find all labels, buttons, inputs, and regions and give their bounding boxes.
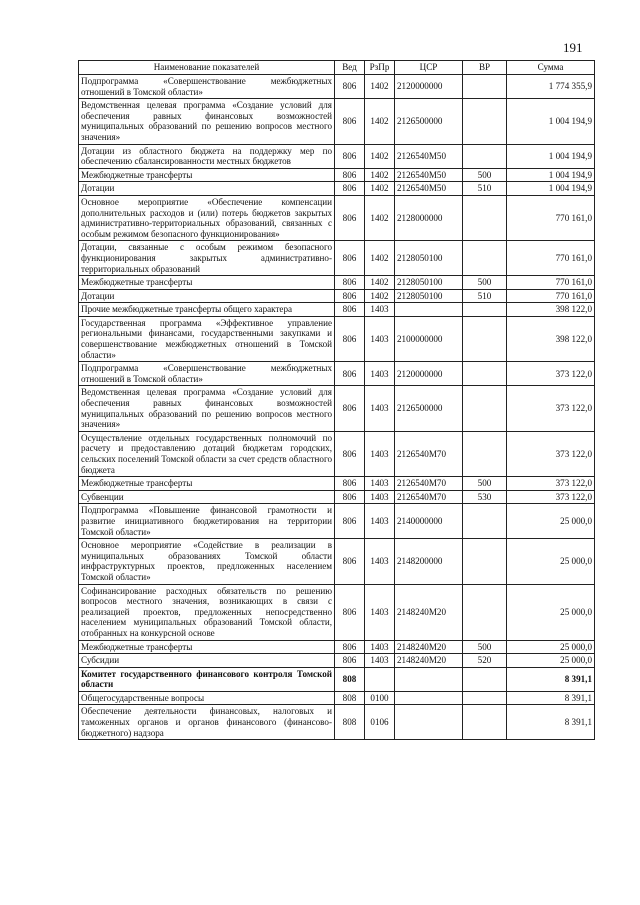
row-rzpr: 1403 xyxy=(365,539,395,584)
row-sum: 25 000,0 xyxy=(507,539,595,584)
row-vr xyxy=(463,241,507,276)
row-csr: 2100000000 xyxy=(395,316,463,361)
row-vr xyxy=(463,303,507,317)
table-row xyxy=(79,705,595,740)
row-sum: 25 000,0 xyxy=(507,654,595,668)
row-sum: 1 004 194,9 xyxy=(507,168,595,182)
row-rzpr: 1403 xyxy=(365,431,395,476)
row-ved: 806 xyxy=(335,276,365,290)
row-rzpr: 1403 xyxy=(365,316,395,361)
table-row xyxy=(79,386,595,431)
row-vr: 500 xyxy=(463,168,507,182)
row-ved: 806 xyxy=(335,490,365,504)
row-sum: 1 774 355,9 xyxy=(507,75,595,99)
row-csr: 2128000000 xyxy=(395,195,463,240)
row-rzpr: 1402 xyxy=(365,182,395,196)
row-vr: 530 xyxy=(463,490,507,504)
row-name: Основное мероприятие «Обеспечение компенсации дополнительных расходов и (или) потерь бюджетов закрытых административно-территориальных образований, связанных с особым режимом безопасного функционирования» xyxy=(79,195,335,240)
row-name: Общегосударственные вопросы xyxy=(79,691,335,705)
row-name: Обеспечение деятельности финансовых, налоговых и таможенных органов и органов финансового (финансово-бюджетного) надзора xyxy=(79,705,335,740)
row-vr xyxy=(463,705,507,740)
row-ved: 808 xyxy=(335,705,365,740)
row-csr: 2126540M50 xyxy=(395,144,463,168)
row-sum: 770 161,0 xyxy=(507,195,595,240)
row-name: Межбюджетные трансферты xyxy=(79,477,335,491)
row-rzpr: 1402 xyxy=(365,75,395,99)
row-name: Подпрограмма «Повышение финансовой грамотности и развитие инициативного бюджетирования на территории Томской области» xyxy=(79,504,335,539)
row-ved: 806 xyxy=(335,241,365,276)
row-vr xyxy=(463,75,507,99)
row-sum: 25 000,0 xyxy=(507,584,595,640)
table-row xyxy=(79,182,595,196)
row-vr xyxy=(463,144,507,168)
row-csr: 2126540M50 xyxy=(395,168,463,182)
row-rzpr: 1402 xyxy=(365,144,395,168)
table-row xyxy=(79,316,595,361)
row-rzpr: 1402 xyxy=(365,195,395,240)
row-csr: 2148240M20 xyxy=(395,584,463,640)
row-name: Межбюджетные трансферты xyxy=(79,640,335,654)
row-sum: 8 391,1 xyxy=(507,691,595,705)
row-vr xyxy=(463,316,507,361)
row-vr xyxy=(463,431,507,476)
row-rzpr: 1403 xyxy=(365,584,395,640)
row-csr: 2148200000 xyxy=(395,539,463,584)
row-vr: 510 xyxy=(463,182,507,196)
row-rzpr xyxy=(365,667,395,691)
row-rzpr: 1402 xyxy=(365,99,395,144)
row-sum: 373 122,0 xyxy=(507,362,595,386)
row-ved: 806 xyxy=(335,539,365,584)
row-ved: 806 xyxy=(335,584,365,640)
row-sum: 398 122,0 xyxy=(507,316,595,361)
table-row xyxy=(79,99,595,144)
row-sum: 25 000,0 xyxy=(507,640,595,654)
table-body xyxy=(79,75,595,740)
table-row xyxy=(79,362,595,386)
row-name: Дотации xyxy=(79,182,335,196)
table-row xyxy=(79,144,595,168)
row-ved: 806 xyxy=(335,168,365,182)
row-name: Межбюджетные трансферты xyxy=(79,168,335,182)
row-name: Дотации, связанные с особым режимом безопасного функционирования закрытых административно-территориальных образований xyxy=(79,241,335,276)
row-name: Дотации из областного бюджета на поддержку мер по обеспечению сбалансированности местных бюджетов xyxy=(79,144,335,168)
row-name: Комитет государственного финансового контроля Томской области xyxy=(79,667,335,691)
row-ved: 806 xyxy=(335,195,365,240)
row-ved: 806 xyxy=(335,144,365,168)
row-ved: 808 xyxy=(335,691,365,705)
row-csr xyxy=(395,691,463,705)
table-row xyxy=(79,691,595,705)
row-rzpr: 0106 xyxy=(365,705,395,740)
row-sum: 770 161,0 xyxy=(507,289,595,303)
row-name: Дотации xyxy=(79,289,335,303)
row-csr xyxy=(395,303,463,317)
row-csr xyxy=(395,705,463,740)
row-csr: 2128050100 xyxy=(395,289,463,303)
row-csr: 2148240M20 xyxy=(395,654,463,668)
row-ved: 806 xyxy=(335,431,365,476)
row-ved: 806 xyxy=(335,182,365,196)
row-sum: 770 161,0 xyxy=(507,241,595,276)
row-name: Государственная программа «Эффективное управление региональными финансами, государственными закупками и совершенствование межбюджетных отношений в Томской области» xyxy=(79,316,335,361)
row-csr: 2120000000 xyxy=(395,362,463,386)
page-number: 191 xyxy=(563,40,583,55)
row-csr: 2128050100 xyxy=(395,276,463,290)
row-csr: 2128050100 xyxy=(395,241,463,276)
row-sum: 373 122,0 xyxy=(507,386,595,431)
row-sum: 1 004 194,9 xyxy=(507,144,595,168)
header-ved: Вед xyxy=(335,61,365,75)
row-rzpr: 0100 xyxy=(365,691,395,705)
table-row xyxy=(79,195,595,240)
row-ved: 806 xyxy=(335,99,365,144)
row-ved: 806 xyxy=(335,640,365,654)
row-csr: 2126540M70 xyxy=(395,477,463,491)
row-vr: 500 xyxy=(463,640,507,654)
row-csr: 2120000000 xyxy=(395,75,463,99)
row-sum: 373 122,0 xyxy=(507,490,595,504)
row-csr: 2140000000 xyxy=(395,504,463,539)
row-rzpr: 1402 xyxy=(365,276,395,290)
row-ved: 806 xyxy=(335,477,365,491)
row-name: Подпрограмма «Совершенствование межбюджетных отношений в Томской области» xyxy=(79,75,335,99)
row-name: Субвенции xyxy=(79,490,335,504)
row-vr xyxy=(463,539,507,584)
table-row xyxy=(79,490,595,504)
table-row xyxy=(79,168,595,182)
table-row xyxy=(79,75,595,99)
row-name: Ведомственная целевая программа «Создание условий для обеспечения равных финансовых возможностей муниципальных образований по решению вопросов местного значения» xyxy=(79,386,335,431)
row-sum: 373 122,0 xyxy=(507,431,595,476)
row-sum: 398 122,0 xyxy=(507,303,595,317)
row-name: Ведомственная целевая программа «Создание условий для обеспечения равных финансовых возможностей муниципальных образований по решению вопросов местного значения» xyxy=(79,99,335,144)
row-ved: 806 xyxy=(335,504,365,539)
row-sum: 373 122,0 xyxy=(507,477,595,491)
row-vr xyxy=(463,386,507,431)
row-vr: 520 xyxy=(463,654,507,668)
budget-table xyxy=(78,60,595,740)
row-csr: 2148240M20 xyxy=(395,640,463,654)
table-row xyxy=(79,303,595,317)
row-ved: 808 xyxy=(335,667,365,691)
row-sum: 1 004 194,9 xyxy=(507,99,595,144)
row-vr: 500 xyxy=(463,276,507,290)
row-rzpr: 1402 xyxy=(365,241,395,276)
table-row xyxy=(79,431,595,476)
row-sum: 8 391,1 xyxy=(507,667,595,691)
row-rzpr: 1403 xyxy=(365,362,395,386)
header-csr: ЦСР xyxy=(395,61,463,75)
table-row xyxy=(79,667,595,691)
table-row xyxy=(79,584,595,640)
row-csr: 2126500000 xyxy=(395,386,463,431)
row-rzpr: 1403 xyxy=(365,386,395,431)
table-row xyxy=(79,289,595,303)
row-csr: 2126540M70 xyxy=(395,490,463,504)
table-row xyxy=(79,504,595,539)
table-row xyxy=(79,477,595,491)
row-rzpr: 1403 xyxy=(365,490,395,504)
row-vr xyxy=(463,691,507,705)
row-rzpr: 1403 xyxy=(365,504,395,539)
row-sum: 770 161,0 xyxy=(507,276,595,290)
row-vr: 510 xyxy=(463,289,507,303)
table-header-row xyxy=(79,61,595,75)
row-vr xyxy=(463,504,507,539)
row-ved: 806 xyxy=(335,316,365,361)
row-vr xyxy=(463,584,507,640)
table-row xyxy=(79,640,595,654)
row-name: Подпрограмма «Совершенствование межбюджетных отношений в Томской области» xyxy=(79,362,335,386)
row-name: Софинансирование расходных обязательств по решению вопросов местного значения, возникающих в связи с реализацией проектов, предложенных непосредственно населением муниципальных образований Томской области, отобранных на конкурсной основе xyxy=(79,584,335,640)
row-rzpr: 1403 xyxy=(365,303,395,317)
row-vr: 500 xyxy=(463,477,507,491)
row-rzpr: 1402 xyxy=(365,289,395,303)
row-ved: 806 xyxy=(335,362,365,386)
row-csr: 2126540M50 xyxy=(395,182,463,196)
row-rzpr: 1403 xyxy=(365,654,395,668)
row-ved: 806 xyxy=(335,75,365,99)
table-row xyxy=(79,654,595,668)
row-name: Межбюджетные трансферты xyxy=(79,276,335,290)
header-sum: Сумма xyxy=(507,61,595,75)
row-vr xyxy=(463,362,507,386)
row-csr: 2126540M70 xyxy=(395,431,463,476)
row-sum: 8 391,1 xyxy=(507,705,595,740)
row-name: Осуществление отдельных государственных полномочий по расчету и предоставлению дотаций бюджетам городских, сельских поселений Томской области за счет средств областного бюджета xyxy=(79,431,335,476)
row-ved: 806 xyxy=(335,386,365,431)
row-rzpr: 1403 xyxy=(365,477,395,491)
row-sum: 25 000,0 xyxy=(507,504,595,539)
row-ved: 806 xyxy=(335,654,365,668)
row-csr xyxy=(395,667,463,691)
row-vr xyxy=(463,667,507,691)
row-ved: 806 xyxy=(335,303,365,317)
row-rzpr: 1402 xyxy=(365,168,395,182)
table-row xyxy=(79,539,595,584)
header-vr: ВР xyxy=(463,61,507,75)
header-name: Наименование показателей xyxy=(79,61,335,75)
row-name: Основное мероприятие «Содействие в реализации в муниципальных образованиях Томской области инфраструктурных проектов, предложенных населением Томской области» xyxy=(79,539,335,584)
row-vr xyxy=(463,195,507,240)
row-csr: 2126500000 xyxy=(395,99,463,144)
table-row xyxy=(79,276,595,290)
table-row xyxy=(79,241,595,276)
row-name: Прочие межбюджетные трансферты общего характера xyxy=(79,303,335,317)
row-ved: 806 xyxy=(335,289,365,303)
header-rzpr: РзПр xyxy=(365,61,395,75)
row-sum: 1 004 194,9 xyxy=(507,182,595,196)
row-vr xyxy=(463,99,507,144)
row-rzpr: 1403 xyxy=(365,640,395,654)
row-name: Субсидии xyxy=(79,654,335,668)
